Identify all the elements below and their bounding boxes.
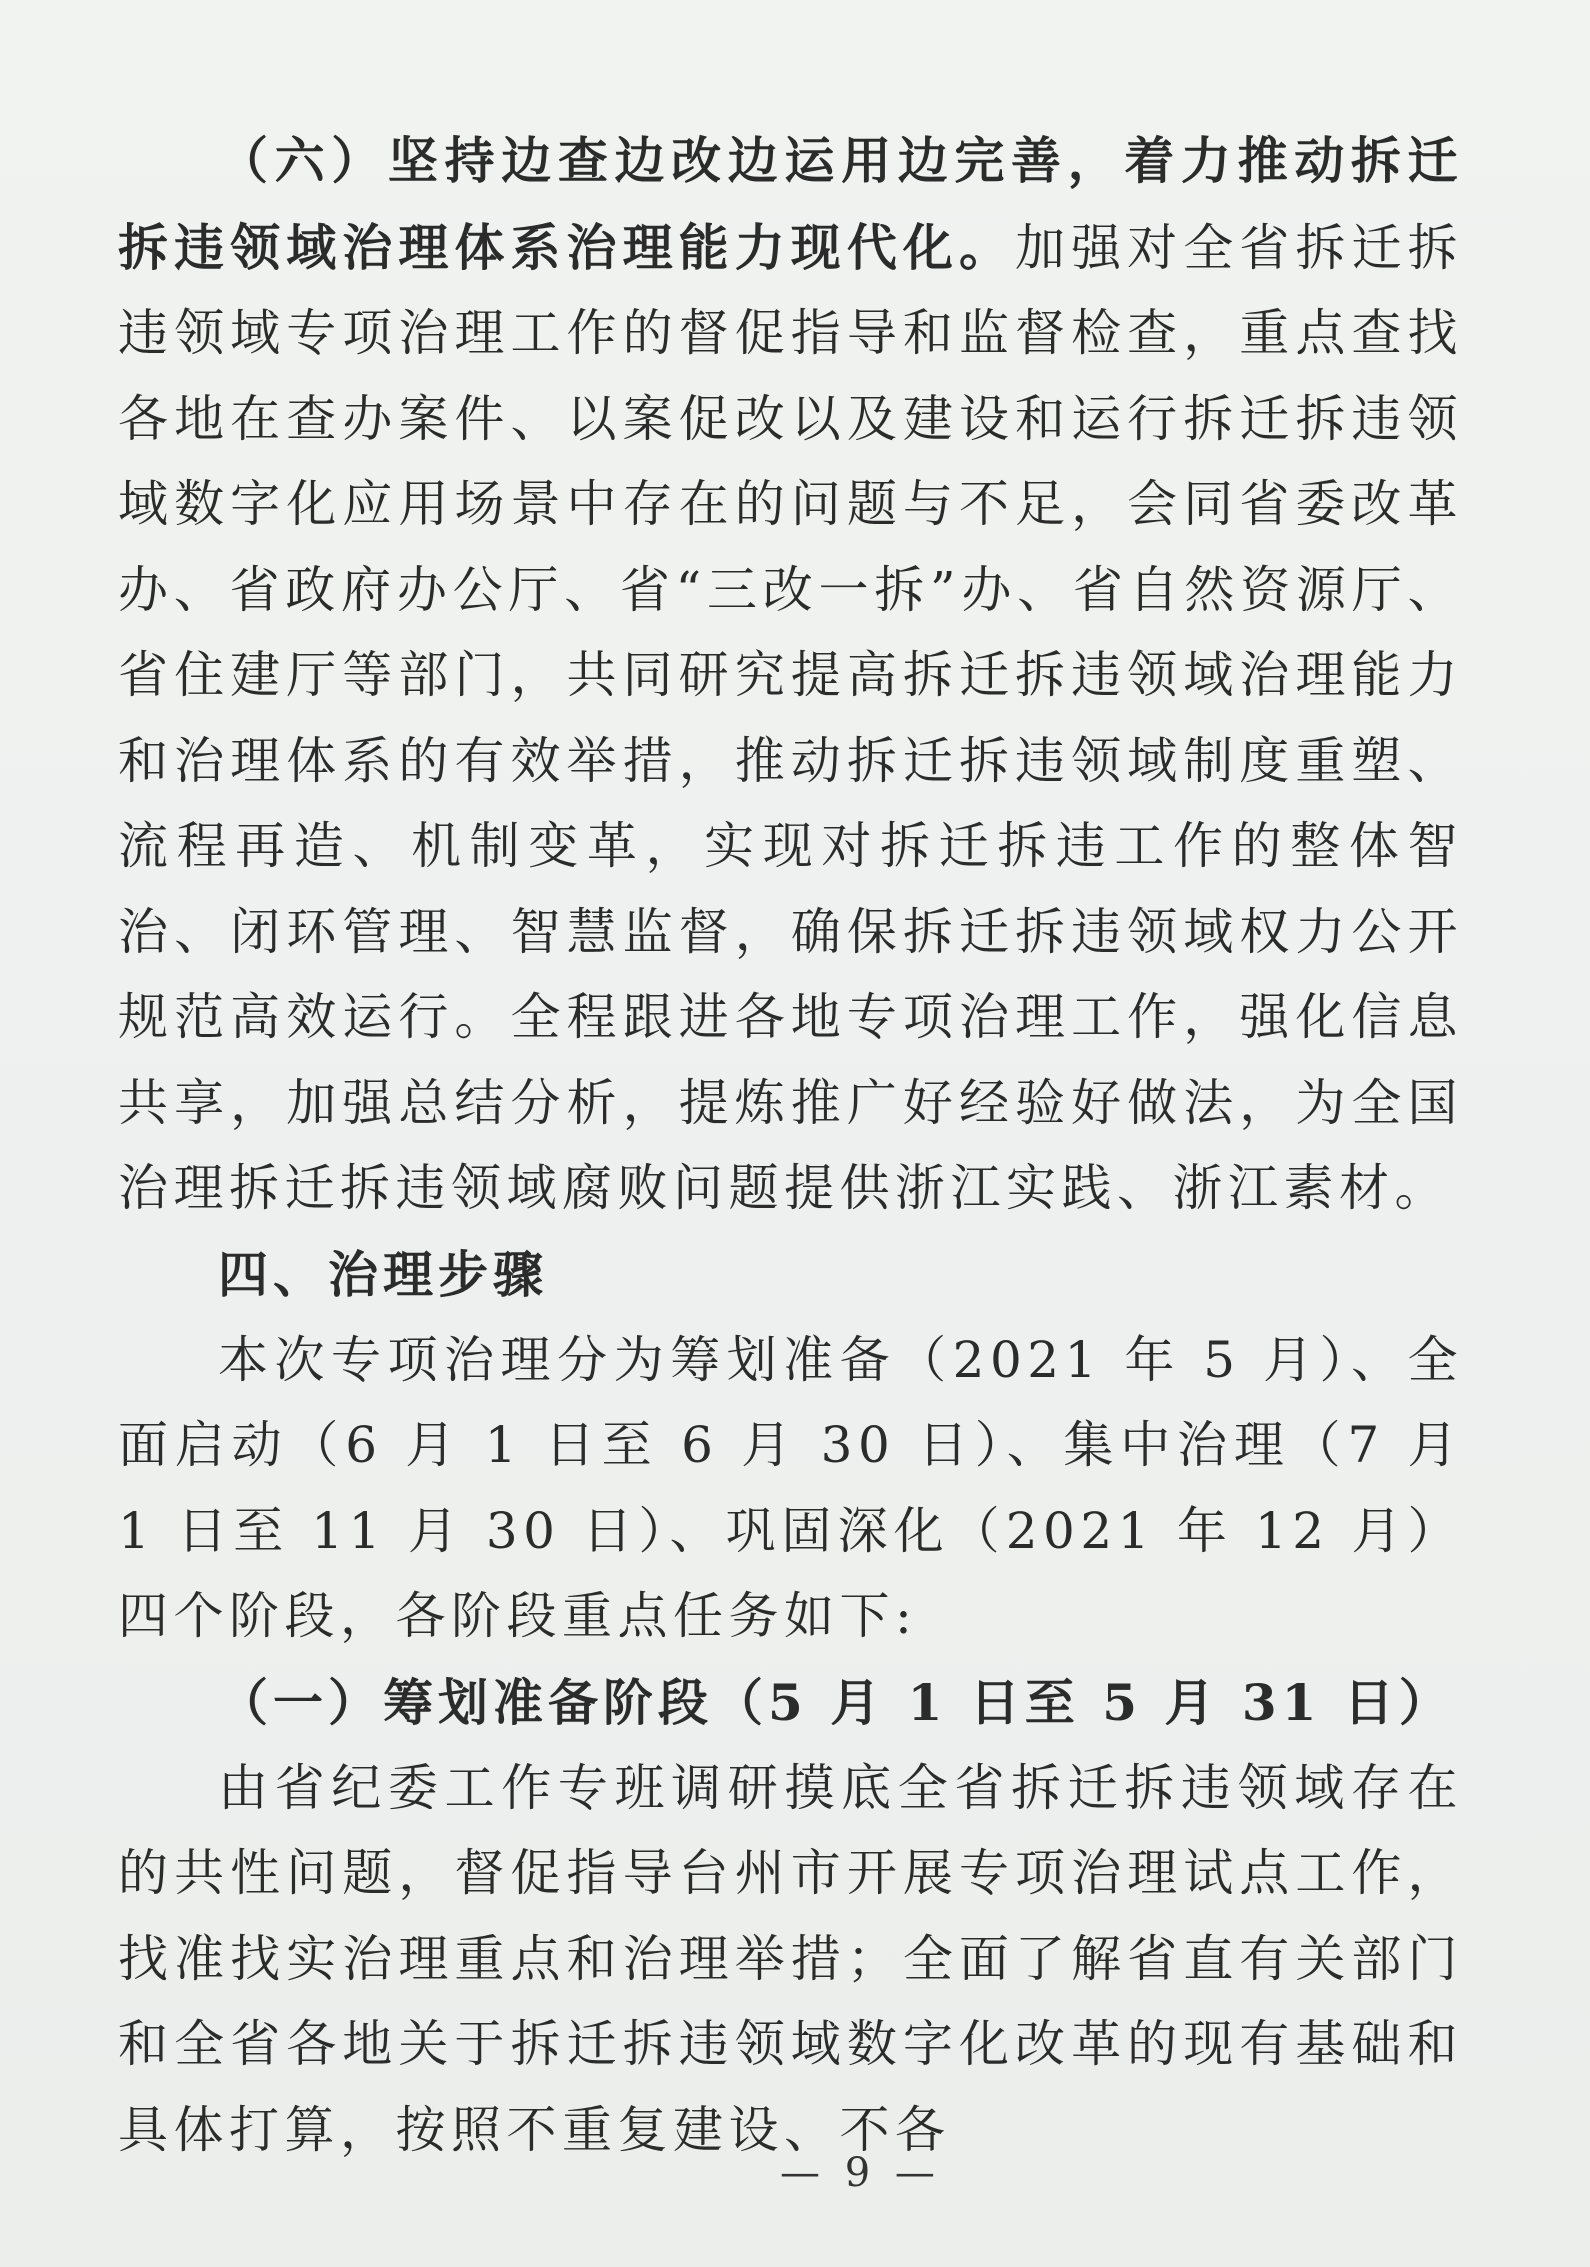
page-number: — 9 — xyxy=(780,2150,941,2196)
section-six-paragraph xyxy=(118,118,1463,1232)
stage-one-heading: （一）筹划准备阶段（5 月 1 日至 5 月 31 日） xyxy=(218,1672,1454,1732)
section-six-lead: （六）坚持边查边改边运用边完善，着力推动拆迁拆违领域治理体系治理能力现代化。 xyxy=(118,131,1463,277)
section-four-heading: 四、治理步骤 xyxy=(218,1245,548,1304)
stage-one-paragraph: 由省纪委工作专班调研摸底全省拆迁拆违领域存在的共性问题，督促指导台州市开展专项治理试点工作，找准找实治理重点和治理举措；全面了解省直有关部门和全省各地关于拆迁拆违领域数字化改革的现有基础和具体打算，按照不重复建设、不各 xyxy=(118,1758,1463,2159)
document-body xyxy=(118,118,1463,2173)
section-six-body: 加强对全省拆迁拆违领域专项治理工作的督促指导和监督检查，重点查找各地在查办案件、以案促改以及建设和运行拆迁拆违领域数字化应用场景中存在的问题与不足，会同省委改革办、省政府办公厅、省“三改一拆”办、省自然资源厅、省住建厅等部门，共同研究提高拆迁拆违领域治理能力和治理体系的有效举措，推动拆迁拆违领域制度重塑、流程再造、机制变革，实现对拆迁拆违工作的整体智治、闭环管理、智慧监督，确保拆迁拆违领域权力公开规范高效运行。全程跟进各地专项治理工作，强化信息共享，加强总结分析，提炼推广好经验好做法，为全国治理拆迁拆违领域腐败问题提供浙江实践、浙江素材。 xyxy=(118,218,1464,1217)
section-four-intro: 本次专项治理分为筹划准备（2021 年 5 月）、全面启动（6 月 1 日至 6 月 30 日）、集中治理（7 月 1 日至 11 月 30 日）、巩固深化（2021 年 12 月）四个阶段，各阶段重点任务如下: xyxy=(118,1330,1463,1645)
